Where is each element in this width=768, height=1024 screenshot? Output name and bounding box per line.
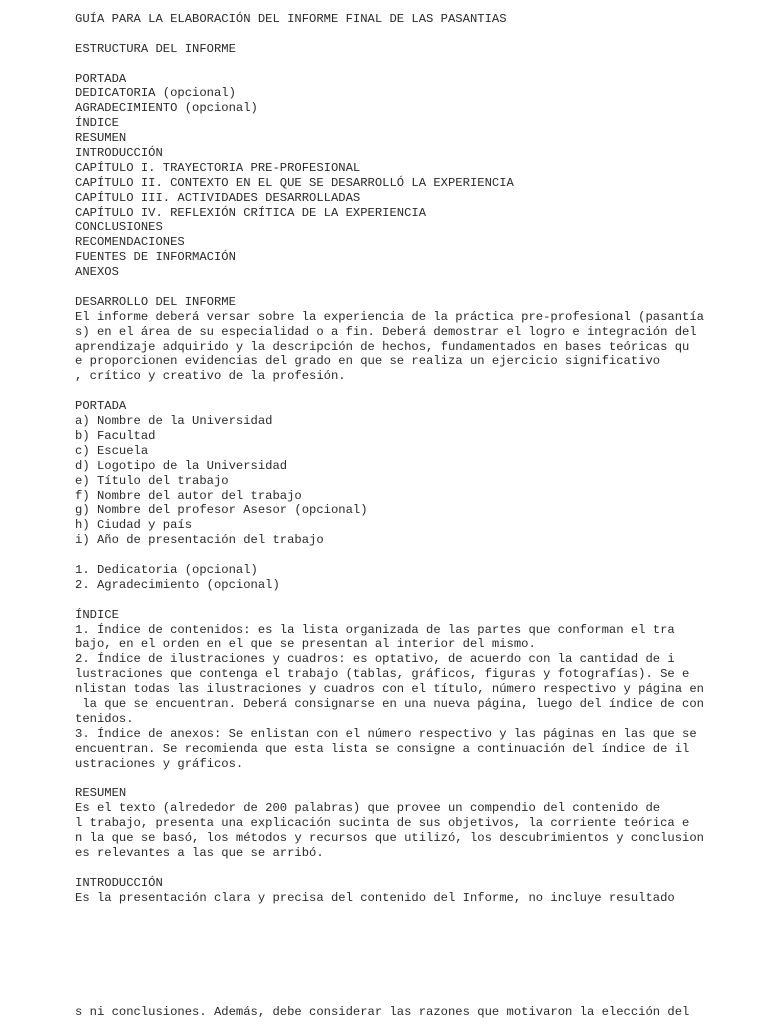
introduccion-paragraph: [75, 891, 735, 906]
paragraph-line: tenidos.: [75, 711, 134, 726]
paragraph-line: aprendizaje adquirido y la descripción de hechos, fundamentados en bases teóricas qu: [75, 339, 690, 354]
paragraph-line: ustraciones y gráficos.: [75, 756, 244, 771]
list-item: i) Año de presentación del trabajo: [75, 533, 324, 548]
list-item: b) Facultad: [75, 428, 156, 443]
introduccion-heading: INTRODUCCIÓN: [75, 875, 163, 890]
paragraph-line: lustraciones que contenga el trabajo (tablas, gráficos, figuras y fotografías). Se e: [75, 667, 690, 682]
paragraph-line: Es el texto (alrededor de 200 palabras) que provee un compendio del contenido de: [75, 801, 661, 816]
list-item: 2. Agradecimiento (opcional): [75, 577, 280, 592]
paragraph-line: s) en el área de su especialidad o a fin. Deberá demostrar el logro e integración del: [75, 324, 697, 339]
list-item: ÍNDICE: [75, 116, 119, 131]
list-item: PORTADA: [75, 71, 127, 86]
paragraph-line: e proporcionen evidencias del grado en que se realiza un ejercicio significativo: [75, 354, 661, 369]
indice-paragraph: [75, 623, 735, 772]
list-item: CAPÍTULO III. ACTIVIDADES DESARROLLADAS: [75, 190, 361, 205]
list-item: CONCLUSIONES: [75, 220, 163, 235]
paragraph-line: la que se encuentran. Deberá consignarse en una nueva página, luego del índice de con: [75, 696, 704, 711]
list-item: 1. Dedicatoria (opcional): [75, 562, 258, 577]
list-item: FUENTES DE INFORMACIÓN: [75, 250, 236, 265]
resumen-paragraph: [75, 801, 735, 861]
list-item: CAPÍTULO IV. REFLEXIÓN CRÍTICA DE LA EXPERIENCIA: [75, 205, 427, 220]
estructura-heading: ESTRUCTURA DEL INFORME: [75, 41, 236, 56]
opcionales-list: [75, 563, 735, 593]
portada-heading: PORTADA: [75, 399, 127, 414]
paragraph-line: 2. Índice de ilustraciones y cuadros: es optativo, de acuerdo con la cantidad de i: [75, 652, 675, 667]
paragraph-line: 3. Índice de anexos: Se enlistan con el número respectivo y las páginas en las que se: [75, 726, 697, 741]
desarrollo-heading: DESARROLLO DEL INFORME: [75, 294, 236, 309]
paragraph-line: nlistan todas las ilustraciones y cuadros con el título, número respectivo y página en: [75, 682, 704, 697]
continuation-line: s ni conclusiones. Además, debe considerar las razones que motivaron la elección del: [75, 1005, 690, 1019]
list-item: d) Logotipo de la Universidad: [75, 458, 288, 473]
paragraph-line: , crítico y creativo de la profesión.: [75, 369, 346, 384]
document-page: [75, 12, 735, 905]
list-item: CAPÍTULO I. TRAYECTORIA PRE-PROFESIONAL: [75, 160, 361, 175]
list-item: c) Escuela: [75, 443, 149, 458]
paragraph-line: encuentran. Se recomienda que esta lista se consigne a continuación del índice de il: [75, 741, 690, 756]
paragraph-line: 1. Índice de contenidos: es la lista organizada de las partes que conforman el tra: [75, 622, 675, 637]
paragraph-line: Es la presentación clara y precisa del contenido del Informe, no incluye resultado: [75, 890, 675, 905]
list-item: a) Nombre de la Universidad: [75, 414, 273, 429]
list-item: RECOMENDACIONES: [75, 235, 185, 250]
paragraph-line: es relevantes a las que se arribó.: [75, 845, 324, 860]
list-item: ANEXOS: [75, 265, 119, 280]
list-item: CAPÍTULO II. CONTEXTO EN EL QUE SE DESARROLLÓ LA EXPERIENCIA: [75, 175, 514, 190]
list-item: f) Nombre del autor del trabajo: [75, 488, 302, 503]
indice-heading: ÍNDICE: [75, 607, 119, 622]
resumen-heading: RESUMEN: [75, 786, 127, 801]
list-item: g) Nombre del profesor Asesor (opcional): [75, 503, 368, 518]
list-item: DEDICATORIA (opcional): [75, 86, 236, 101]
paragraph-line: El informe deberá versar sobre la experiencia de la práctica pre-profesional (pasantía: [75, 309, 704, 324]
desarrollo-paragraph: [75, 310, 735, 384]
list-item: INTRODUCCIÓN: [75, 146, 163, 161]
list-item: AGRADECIMIENTO (opcional): [75, 101, 258, 116]
document-title: GUÍA PARA LA ELABORACIÓN DEL INFORME FINAL DE LAS PASANTIAS: [75, 12, 507, 26]
list-item: h) Ciudad y país: [75, 518, 193, 533]
portada-list: [75, 414, 735, 548]
list-item: e) Título del trabajo: [75, 473, 229, 488]
paragraph-line: n la que se basó, los métodos y recursos que utilizó, los descubrimientos y conclusion: [75, 830, 704, 845]
estructura-list: [75, 72, 735, 280]
list-item: RESUMEN: [75, 131, 127, 146]
paragraph-line: bajo, en el orden en el que se presentan al interior del mismo.: [75, 637, 536, 652]
paragraph-line: l trabajo, presenta una explicación sucinta de sus objetivos, la corriente teórica e: [75, 816, 690, 831]
